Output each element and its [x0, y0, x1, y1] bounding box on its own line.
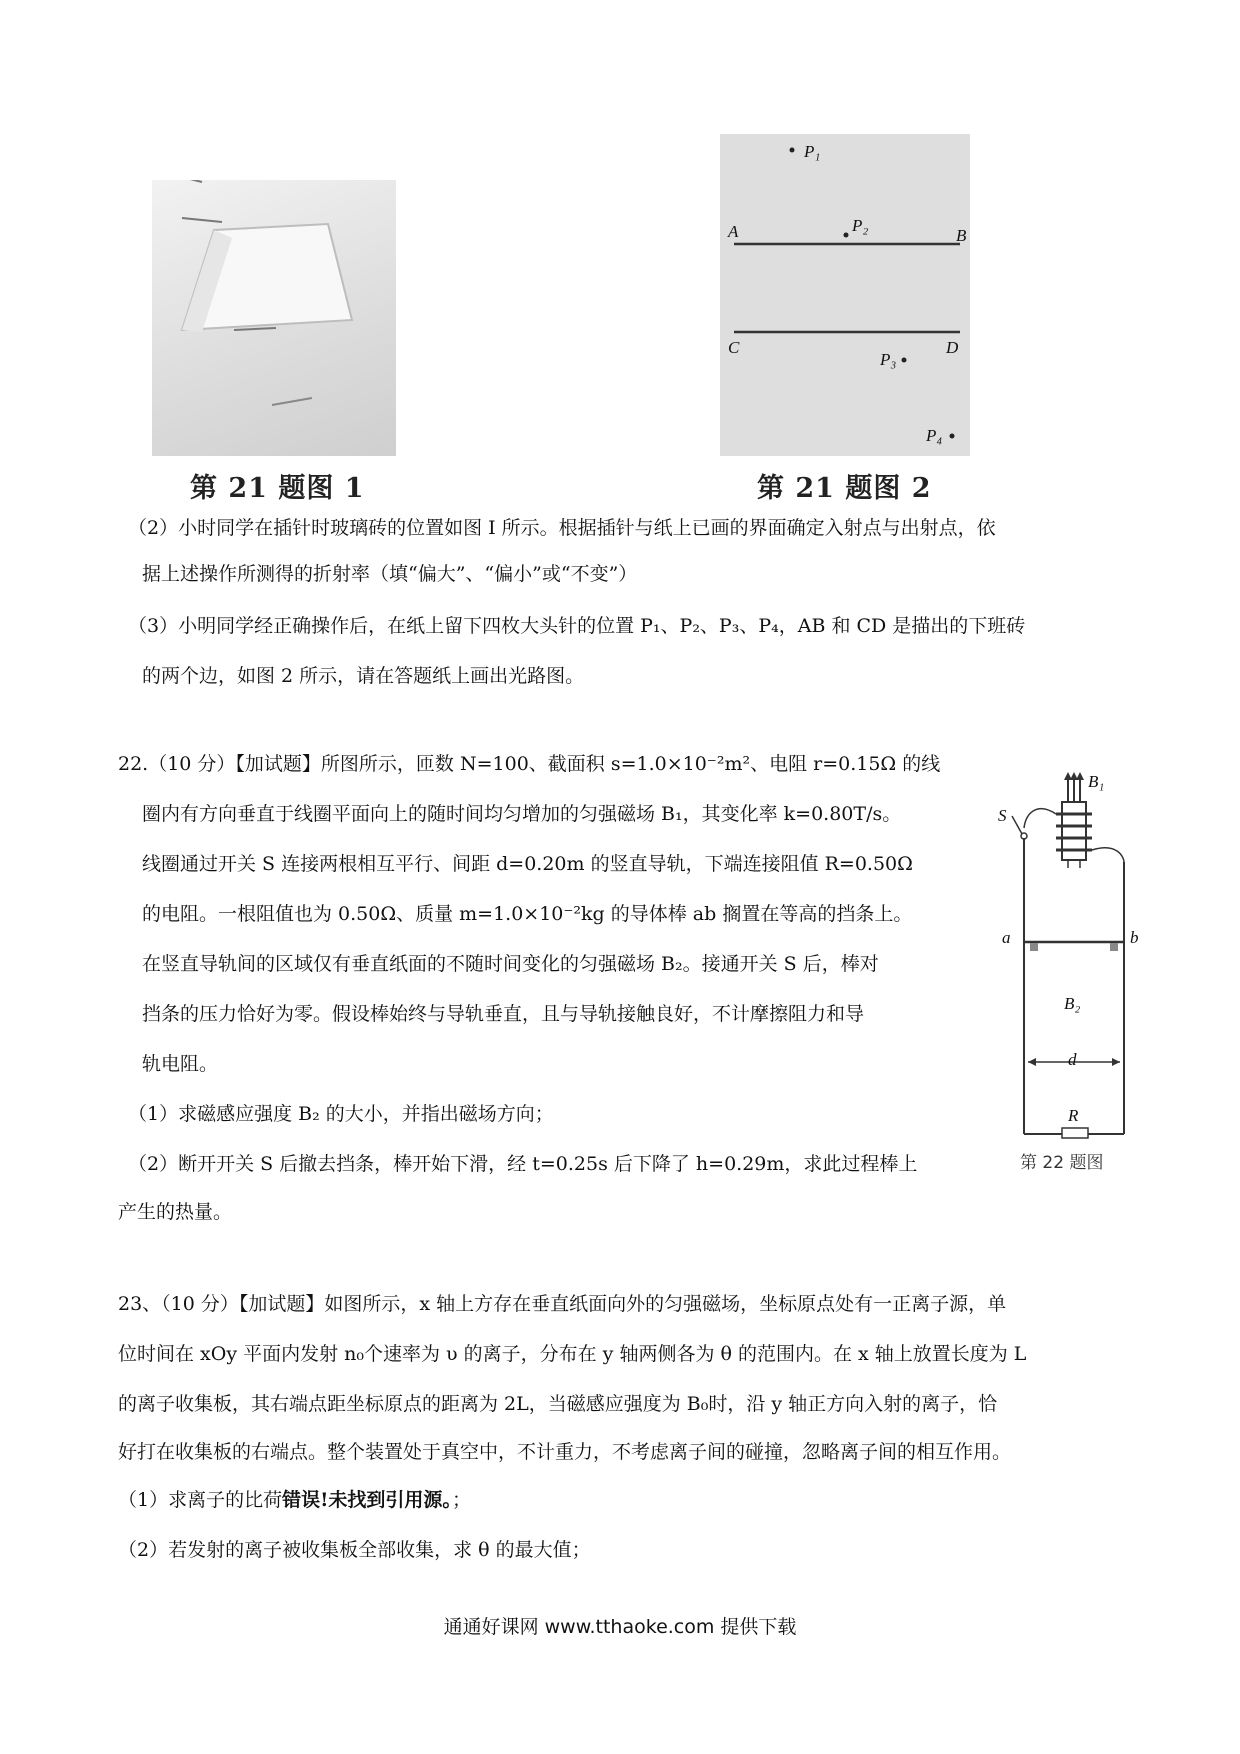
- q23-line2: 位时间在 xOy 平面内发射 n₀个速率为 υ 的离子，分布在 y 轴两侧各为 θ 的范围内。在 x 轴上放置长度为 L: [118, 1343, 1027, 1365]
- figure-21-1-photo: [152, 180, 396, 456]
- figure-22-circuit: [998, 772, 1148, 1152]
- q22-line3: 线圈通过开关 S 连接两根相互平行、间距 d=0.20m 的竖直导轨，下端连接阻值 R=0.50Ω: [142, 853, 913, 875]
- q22-part2-line1: （2）断开开关 S 后撤去挡条，棒开始下滑，经 t=0.25s 后下降了 h=0.29m，求此过程棒上: [128, 1153, 918, 1175]
- label-p1: P₁: [804, 142, 821, 161]
- d-arrowhead-right: [1112, 1058, 1120, 1066]
- pin-2: [182, 218, 222, 222]
- q22-line4: 的电阻。一根阻值也为 0.50Ω、质量 m=1.0×10⁻²kg 的导体棒 ab 搁置在等高的挡条上。: [142, 903, 913, 925]
- pin-3: [234, 328, 276, 330]
- label-d: D: [946, 338, 959, 357]
- q21-part2-line2: 据上述操作所测得的折射率（填“偏大”、“偏小”或“不变”）: [142, 563, 638, 585]
- pin-p4-dot: [950, 434, 955, 439]
- figure-21-2-caption: 第 21 题图 2: [757, 473, 932, 504]
- q21-part3-line1: （3）小明同学经正确操作后，在纸上留下四枚大头针的位置 P₁、P₂、P₃、P₄，AB 和 CD 是描出的下班砖: [128, 615, 1026, 637]
- coil-lead-left: [1024, 809, 1056, 828]
- coil-lead-right: [1092, 848, 1124, 862]
- q22-part1: （1）求磁感应强度 B₂ 的大小，并指出磁场方向；: [128, 1103, 554, 1125]
- q22-line1: 22.（10 分）【加试题】所图所示，匝数 N=100、截面积 s=1.0×10⁻²m²、电阻 r=0.15Ω 的线: [118, 753, 941, 775]
- label-r: R: [1068, 1106, 1079, 1125]
- figure-21-1-caption: 第 21 题图 1: [190, 473, 365, 504]
- d-arrowhead-left: [1028, 1058, 1036, 1066]
- glass-brick-drawing: [152, 180, 396, 456]
- label-b: B: [956, 226, 967, 245]
- label-a: A: [728, 222, 739, 241]
- figure-21-2-drawing: [720, 134, 970, 456]
- q22-line6: 挡条的压力恰好为零。假设棒始终与导轨垂直，且与导轨接触良好，不计摩擦阻力和导: [142, 1003, 865, 1025]
- stop-right: [1110, 943, 1118, 951]
- pin-p2-dot: [844, 233, 849, 238]
- q23-line1: 23、（10 分）【加试题】如图所示，x 轴上方存在垂直纸面向外的匀强磁场，坐标原点处有一正离子源，单: [118, 1293, 1007, 1315]
- figure-22: [998, 772, 1148, 1152]
- switch-s-lever: [1012, 816, 1022, 834]
- stop-left: [1030, 943, 1038, 951]
- q23-part2: （2）若发射的离子被收集板全部收集，求 θ 的最大值；: [118, 1539, 591, 1561]
- q22-line5: 在竖直导轨间的区域仅有垂直纸面的不随时间变化的匀强磁场 B₂。接通开关 S 后，棒对: [142, 953, 879, 975]
- resistor-r: [1062, 1128, 1088, 1138]
- figure-21-2: [720, 134, 970, 456]
- q23-part1-text: （1）求离子的比荷: [118, 1489, 283, 1511]
- label-c: C: [728, 338, 740, 357]
- pin-p1-dot: [790, 148, 795, 153]
- label-p4: P₄: [926, 426, 943, 445]
- figure-22-caption: 第 22 题图: [1020, 1153, 1104, 1173]
- q23-line4: 好打在收集板的右端点。整个装置处于真空中，不计重力，不考虑离子间的碰撞，忽略离子间的相互作用。: [118, 1441, 1012, 1463]
- q23-part1: [118, 1486, 471, 1514]
- label-b1: B₁: [1088, 772, 1105, 791]
- q22-line2: 圈内有方向垂直于线圈平面向上的随时间均匀增加的匀强磁场 B₁，其变化率 k=0.80T/s。: [142, 803, 902, 825]
- b1-arrowhead-3: [1076, 772, 1084, 780]
- label-b: b: [1130, 928, 1139, 947]
- q23-line3: 的离子收集板，其右端点距坐标原点的距离为 2L，当磁感应强度为 B₀时，沿 y 轴正方向入射的离子，恰: [118, 1393, 998, 1415]
- label-p2: P₂: [852, 216, 869, 235]
- page-footer: 通通好课网 www.tthaoke.com 提供下载: [443, 1616, 797, 1638]
- pin-4: [272, 398, 312, 405]
- q21-part2-line1: （2）小时同学在插针时玻璃砖的位置如图 I 所示。根据插针与纸上已画的界面确定入射点与出射点，依: [128, 517, 996, 539]
- label-p3: P₃: [880, 350, 897, 369]
- reference-error-text: 错误!未找到引用源。: [282, 1489, 452, 1511]
- pin-1: [162, 180, 202, 182]
- label-a: a: [1002, 928, 1011, 947]
- label-d: d: [1068, 1050, 1077, 1069]
- label-b2: B₂: [1064, 994, 1081, 1013]
- label-s: S: [998, 806, 1007, 825]
- q22-part2-line2: 产生的热量。: [118, 1201, 233, 1223]
- q23-part1-end: ；: [451, 1489, 471, 1511]
- pin-p3-dot: [902, 358, 907, 363]
- q22-line7: 轨电阻。: [142, 1053, 219, 1075]
- q21-part3-line2: 的两个边，如图 2 所示，请在答题纸上画出光路图。: [142, 665, 585, 687]
